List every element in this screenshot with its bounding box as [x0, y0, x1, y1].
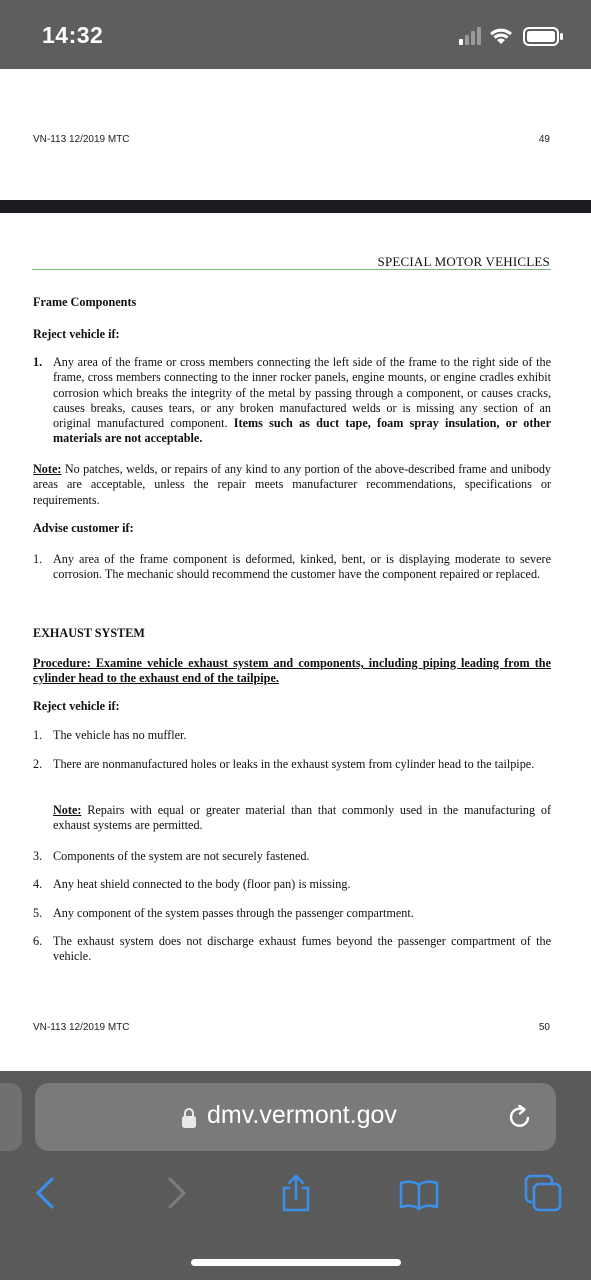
- page-footer-number: 50: [538, 1022, 550, 1033]
- status-time: 14:32: [42, 22, 104, 48]
- note-label: Note:: [33, 462, 62, 476]
- home-indicator[interactable]: [191, 1259, 401, 1266]
- forward-icon[interactable]: [156, 1173, 196, 1213]
- list-number: 5.: [33, 906, 43, 920]
- previous-tab-preview[interactable]: [0, 1083, 22, 1151]
- exhaust-item-4: Any heat shield connected to the body (floor pan) is missing.: [53, 877, 351, 891]
- wifi-icon: [490, 29, 512, 44]
- cellular-signal-icon: [459, 27, 481, 45]
- url-text[interactable]: dmv.vermont.gov: [207, 1101, 397, 1129]
- address-bar[interactable]: [35, 1083, 556, 1151]
- list-number: 6.: [33, 934, 43, 948]
- exhaust-heading: EXHAUST SYSTEM: [33, 626, 145, 640]
- exhaust-note: [53, 803, 551, 834]
- reject-label: Reject vehicle if:: [33, 327, 120, 341]
- back-icon[interactable]: [26, 1173, 66, 1213]
- list-number: 1.: [33, 728, 43, 742]
- header-rule: [32, 269, 551, 270]
- frame-heading: Frame Components: [33, 295, 137, 309]
- frame-note: [33, 462, 551, 508]
- list-number: 3.: [33, 849, 43, 863]
- note-label: Note:: [53, 803, 82, 817]
- browser-chrome: [0, 1071, 591, 1280]
- list-number: 1.: [33, 355, 43, 369]
- bookmarks-icon[interactable]: [399, 1173, 439, 1213]
- previous-page-tail: [0, 69, 591, 200]
- battery-icon: [524, 28, 563, 45]
- list-number: 2.: [33, 757, 43, 771]
- exhaust-item-6: The exhaust system does not discharge exhaust fumes beyond the passenger compartment of the vehicle.: [53, 934, 551, 964]
- frame-item-1-text: Any area of the frame or cross members connecting the left side of the frame to the right side of the frame, cross members connecting to the inner rocker panels, engine mounts, or engine cradles exhibit corrosion which breaks the integrity of the metal by passing through a component, or causes cracks, causes breaks, causes tears, or any broken manufactured welds or is missing any section of an original manufactured component.: [53, 355, 551, 431]
- section-header: SPECIAL MOTOR VEHICLES: [377, 254, 550, 269]
- reject-label: Reject vehicle if:: [33, 699, 120, 713]
- advise-label: Advise customer if:: [33, 521, 134, 535]
- exhaust-item-1: The vehicle has no muffler.: [53, 728, 187, 742]
- frame-item-1: [53, 355, 551, 447]
- exhaust-item-5: Any component of the system passes through the passenger compartment.: [53, 906, 414, 920]
- page-separator: [0, 200, 591, 213]
- frame-note-text: No patches, welds, or repairs of any kind to any portion of the above-described frame and unibody areas are acceptable, unless the repair meets manufacturer recommendations, specifications or requirements.: [33, 462, 552, 507]
- exhaust-item-3: Components of the system are not securely fastened.: [53, 849, 310, 863]
- procedure-text: Procedure: Examine vehicle exhaust system and components, including piping leading from the cylinder head to the exhaust end of the tailpipe.: [33, 656, 551, 686]
- exhaust-item-2: There are nonmanufactured holes or leaks in the exhaust system from cylinder head to the tailpipe.: [53, 757, 535, 771]
- page-footer-number: 49: [538, 134, 550, 145]
- list-number: 4.: [33, 877, 43, 891]
- page-footer-form-code: VN-113 12/2019 MTC: [33, 134, 130, 145]
- share-icon[interactable]: [276, 1173, 316, 1213]
- status-icons: [459, 24, 569, 48]
- lock-icon: [181, 1107, 197, 1129]
- status-bar: [0, 0, 591, 69]
- document-page: [0, 213, 591, 1071]
- tabs-icon[interactable]: [523, 1173, 563, 1213]
- frame-item-1-bold: Items such as duct tape, foam spray insulation, or other materials are not acceptable.: [53, 416, 551, 446]
- exhaust-note-text: Repairs with equal or greater material than that commonly used in the manufacturing of exhaust systems are permitted.: [53, 803, 551, 833]
- page-footer-form-code: VN-113 12/2019 MTC: [33, 1022, 130, 1033]
- advise-item-1: Any area of the frame component is deformed, kinked, bent, or is displaying moderate to severe corrosion. The mechanic should recommend the customer have the component repaired or replaced.: [53, 552, 551, 582]
- reload-icon[interactable]: [506, 1103, 534, 1131]
- list-number: 1.: [33, 552, 43, 566]
